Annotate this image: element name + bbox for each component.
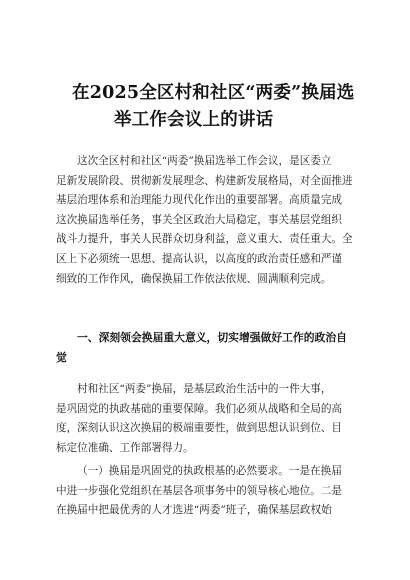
document-title	[72, 80, 362, 134]
text-line: 基层治理体系和治理能力现代化作出的重要部署。高质量完成	[56, 194, 343, 207]
text-line: 在换届中把最优秀的人才选进“两委”班子，确保基层政权始	[56, 504, 332, 517]
subsection-paragraph	[56, 462, 361, 521]
text-line: 细致的工作作风，确保换届工作依法依规、圆满顺利完成。	[56, 272, 332, 285]
heading-line: 一、深刻领会换届重大意义，切实增强做好工作的政治自	[77, 331, 347, 344]
text-line: 战斗力提升，事关人民群众切身利益，意义重大、责任重大。全	[56, 233, 353, 246]
section-paragraph	[56, 380, 361, 458]
text-line: 区上下必须统一思想、提高认识，以高度的政治责任感和严谨	[56, 252, 343, 265]
text-line: 足新发展阶段、贯彻新发展理念、构建新发展格局，对全面推进	[56, 174, 353, 187]
text-line: 这次换届选举任务，事关全区政治大局稳定，事关基层党组织	[56, 213, 343, 226]
text-line: 标定位准确、工作部署得力。	[56, 441, 194, 454]
text-line: 是巩固党的执政基础的重要保障。我们必须从战略和全局的高	[56, 402, 343, 415]
text-line: 这次全区村和社区“两委”换届选举工作会议，是区委立	[77, 155, 332, 167]
section-heading	[56, 328, 361, 368]
intro-paragraph	[56, 152, 361, 289]
title-line: 在2025全区村和社区“两委”换届选	[72, 83, 355, 103]
title-line: 举工作会议上的讲话	[114, 110, 274, 130]
text-line: 度，深刻认识这次换届的极端重要性，做到思想认识到位、目	[56, 422, 343, 435]
text-line: 中进一步强化党组织在基层各项事务中的领导核心地位。二是	[56, 484, 343, 497]
heading-line: 觉	[56, 351, 67, 364]
text-line: 村和社区“两委”换届，是基层政治生活中的一件大事，	[77, 383, 332, 395]
text-line: （一）换届是巩固党的执政根基的必然要求。一是在换届	[77, 465, 342, 477]
